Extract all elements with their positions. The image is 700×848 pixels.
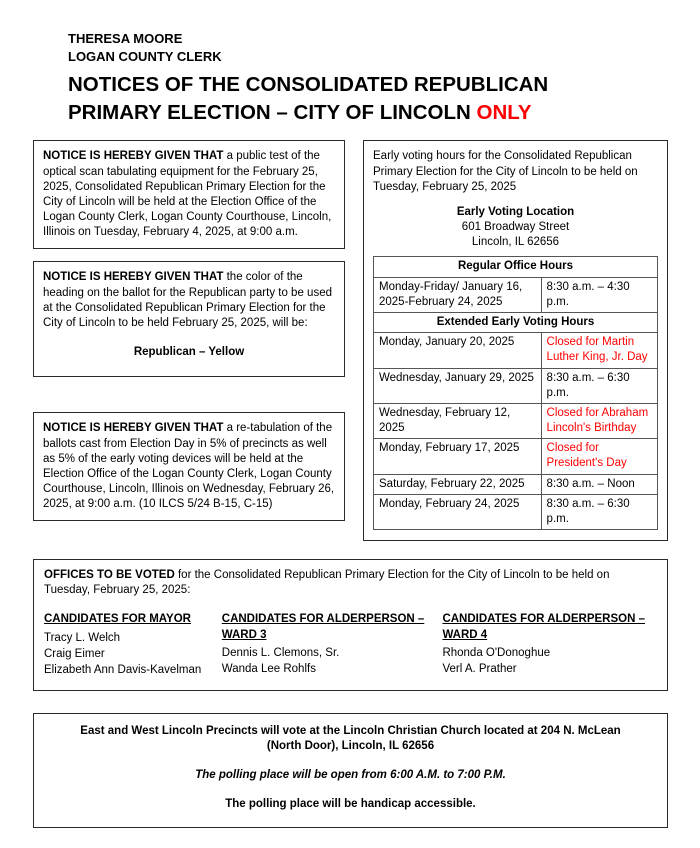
offices-body: for the Consolidated Republican Primary Election for the City of Lincoln to be held on Tuesday, February 25, 2025: (44, 569, 610, 597)
date-cell: Wednesday, February 12, 2025 (374, 403, 542, 438)
ballot-color-value: Republican – Yellow (133, 346, 245, 359)
candidate-name: Craig Eimer (44, 647, 105, 660)
early-voting-location (373, 205, 658, 251)
notice-body: the color of the heading on the ballot for the Republican party to be used at the Consolidated Republican Primary Election for the City of Lincoln to be held February 25, 2025, will be: (43, 271, 332, 329)
notice-box-ballot-color (33, 261, 345, 377)
polling-accessibility-line: The polling place will be handicap accessible. (225, 798, 476, 811)
left-column (33, 140, 345, 541)
date-cell: Monday-Friday/ January 16, 2025-February 24, 2025 (374, 277, 542, 312)
document-header (68, 30, 668, 126)
table-row (374, 403, 658, 438)
date-cell: Monday, January 20, 2025 (374, 333, 542, 368)
hours-cell: 8:30 a.m. – 4:30 p.m. (541, 277, 657, 312)
table-row (374, 368, 658, 403)
notice-lead: NOTICE IS HEREBY GIVEN THAT (43, 271, 224, 284)
hours-cell: 8:30 a.m. – 6:30 p.m. (541, 494, 657, 529)
extended-hours-header: Extended Early Voting Hours (374, 312, 658, 332)
early-voting-location-title: Early Voting Location (456, 205, 575, 218)
early-voting-address: 601 Broadway Street (461, 221, 570, 234)
candidate-name: Verl A. Prather (442, 662, 517, 675)
notice-body: a re-tabulation of the ballots cast from Election Day in 5% of precincts as well as 5% of the early voting devices will be held at the Election Office of the Logan County Clerk, Logan County Courthouse, Lincoln, Illinois on Wednesday, February 26, 2025, at 9:00 a.m. (10 ILCS 5/24 B-15, C-15) (43, 422, 335, 511)
early-voting-box (363, 140, 668, 541)
date-cell: Monday, February 24, 2025 (374, 494, 542, 529)
table-section-row (374, 312, 658, 332)
clerk-name: THERESA MOORE (68, 31, 183, 46)
hours-cell: 8:30 a.m. – Noon (541, 474, 657, 494)
clerk-title: LOGAN COUNTY CLERK (68, 48, 222, 64)
notice-lead: NOTICE IS HEREBY GIVEN THAT (43, 422, 224, 435)
candidate-name: Wanda Lee Rohlfs (221, 662, 316, 675)
offices-box (33, 559, 668, 691)
date-cell: Wednesday, January 29, 2025 (374, 368, 542, 403)
offices-paragraph (44, 568, 657, 598)
early-voting-table (373, 256, 658, 530)
notice-paragraph (43, 270, 335, 331)
page-title (68, 71, 628, 126)
candidate-columns (44, 612, 657, 677)
page-title-highlight: ONLY (476, 100, 532, 124)
hours-cell: Closed for Martin Luther King, Jr. Day (541, 333, 657, 368)
table-row (374, 333, 658, 368)
table-section-row (374, 257, 658, 277)
hours-cell: 8:30 a.m. – 6:30 p.m. (541, 368, 657, 403)
polling-place-box (33, 713, 668, 828)
early-voting-city: Lincoln, IL 62656 (471, 236, 560, 249)
hours-cell: Closed for Abraham Lincoln's Birthday (541, 403, 657, 438)
regular-hours-header: Regular Office Hours (374, 257, 658, 277)
polling-location-line: East and West Lincoln Precincts will vote at the Lincoln Christian Church located at 204 N. McLean (North Door), Lincoln, IL 62656 (80, 724, 621, 753)
notice-lead: NOTICE IS HEREBY GIVEN THAT (43, 150, 224, 163)
hours-cell: Closed for President's Day (541, 439, 657, 474)
candidate-column-header: CANDIDATES FOR ALDERPERSON – WARD 3 (221, 613, 425, 641)
right-column (363, 140, 668, 541)
candidate-column-header: CANDIDATES FOR MAYOR (44, 613, 191, 626)
offices-lead: OFFICES TO BE VOTED (44, 569, 175, 582)
page-title-main: NOTICES OF THE CONSOLIDATED REPUBLICAN PRIMARY ELECTION – CITY OF LINCOLN (68, 73, 549, 124)
date-cell: Monday, February 17, 2025 (374, 439, 542, 474)
notice-box-public-test (33, 140, 345, 249)
candidate-name: Rhonda O'Donoghue (442, 646, 551, 659)
candidate-name: Tracy L. Welch (44, 631, 121, 644)
notice-body: a public test of the optical scan tabulating equipment for the February 25, 2025, Consolidated Republican Primary Election for the City of Lincoln will be held at the Election Office of the Logan County Clerk, Logan County Courthouse, Lincoln, Illinois on Tuesday, February 4, 2025, at 9:00 a.m. (43, 150, 332, 239)
candidate-column-ward-3 (222, 612, 443, 677)
table-row (374, 439, 658, 474)
candidate-name: Dennis L. Clemons, Sr. (221, 646, 340, 659)
candidate-name: Elizabeth Ann Davis-Kavelman (44, 663, 202, 676)
notice-columns (33, 140, 668, 541)
date-cell: Saturday, February 22, 2025 (374, 474, 542, 494)
table-row (374, 474, 658, 494)
candidate-column-header: CANDIDATES FOR ALDERPERSON – WARD 4 (442, 613, 645, 641)
polling-hours-line: The polling place will be open from 6:00 A.M. to 7:00 P.M. (195, 769, 506, 782)
table-row (374, 277, 658, 312)
table-row (374, 494, 658, 529)
early-voting-intro: Early voting hours for the Consolidated Republican Primary Election for the City of Lincoln to be held on Tuesday, February 25, 2025 (373, 150, 638, 193)
notice-box-retabulation (33, 412, 345, 521)
candidate-column-ward-4 (442, 612, 657, 677)
candidate-column-mayor (44, 612, 222, 677)
